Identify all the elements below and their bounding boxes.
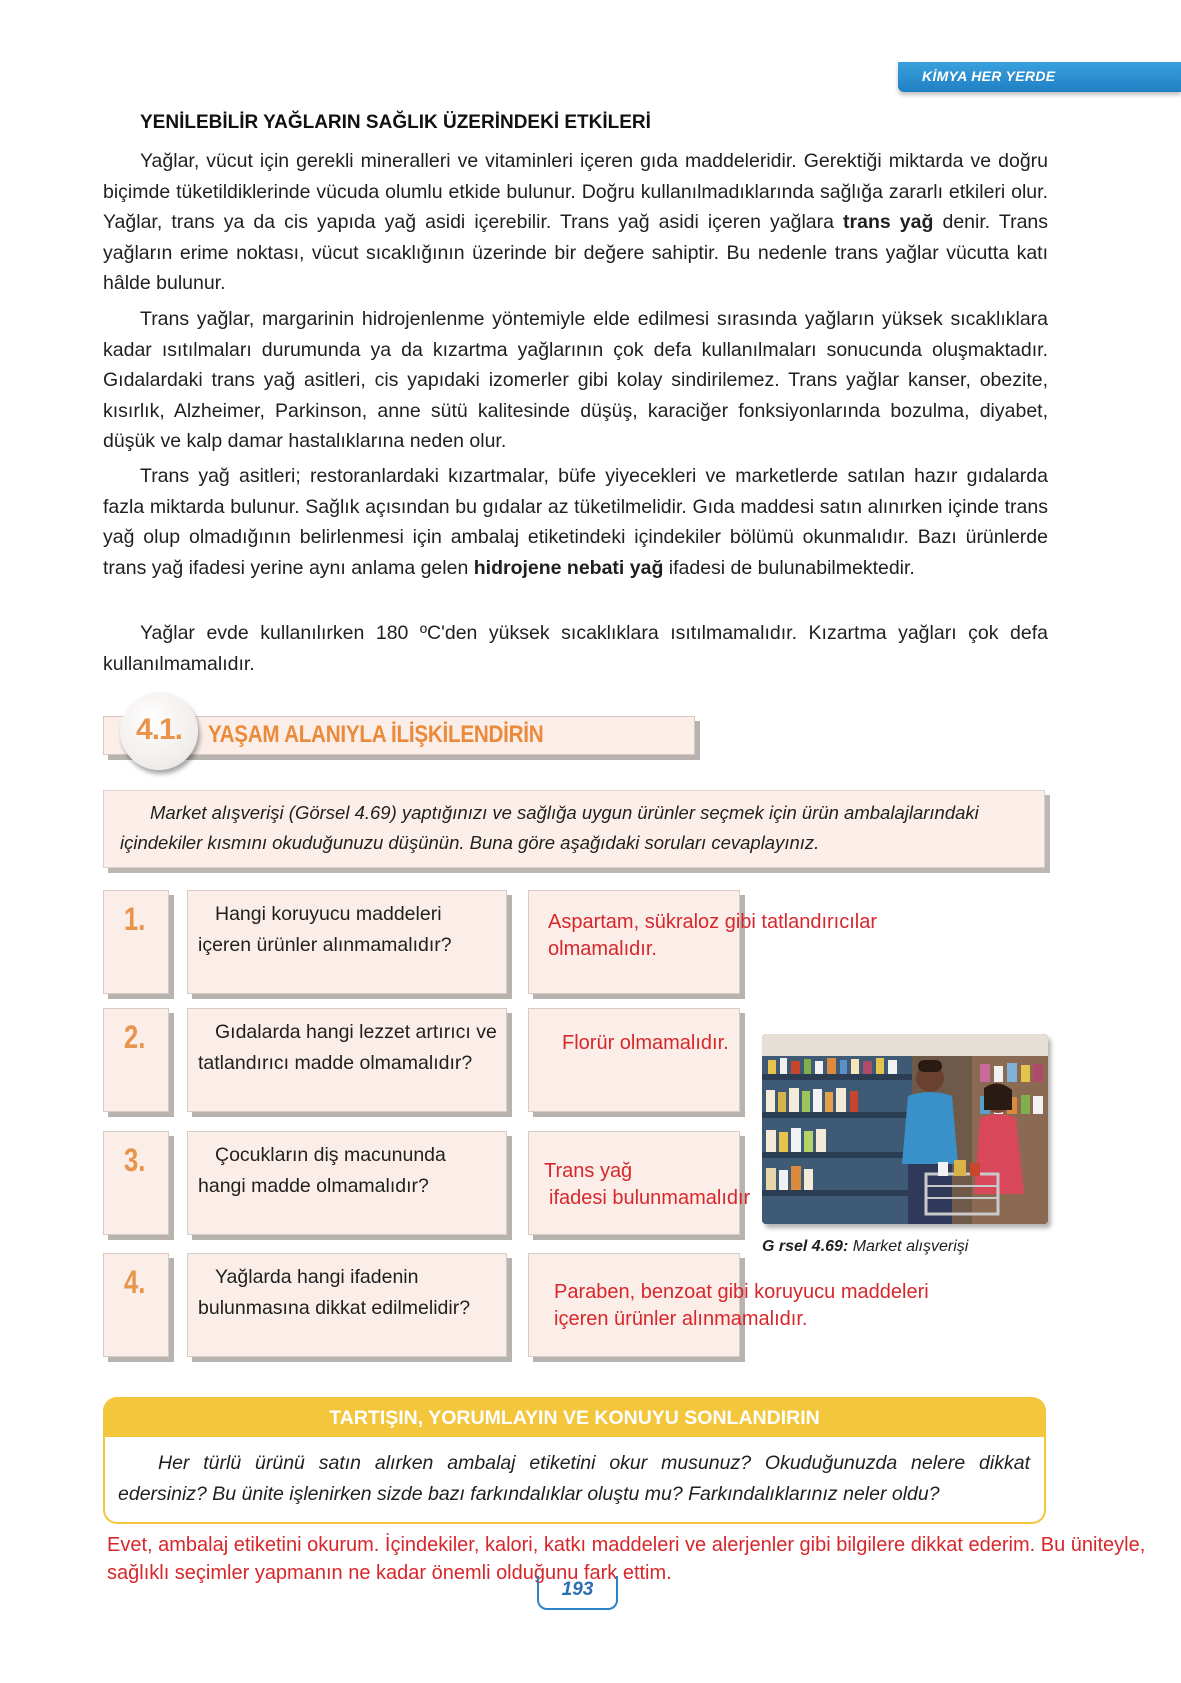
- answer-text-line-2: ifadesi bulunmamalıdır: [549, 1187, 751, 1209]
- header-tab: [898, 62, 1181, 92]
- header-tab-label: KİMYA HER YERDE: [922, 68, 1056, 84]
- question-text: Çocukların diş macununda hangi madde olmamalıdır?: [198, 1144, 446, 1197]
- question-number-box: [103, 1008, 169, 1112]
- page-number: 193: [561, 1579, 594, 1600]
- discussion-answer: Evet, ambalaj etiketini okurum. İçindekiler, kalori, katkı maddeleri ve alerjenler gibi bilgilere dikkat ederim. Bu üniteyle, sağlıklı seçimler yapmanın ne kadar önemli olduğunu fark ettim.: [107, 1534, 1146, 1584]
- paragraph-1: [103, 146, 1048, 299]
- figure-caption-label: G rsel 4.69:: [762, 1238, 849, 1255]
- answer-text: Aspartam, sükraloz gibi tatlandırıcılar olmamalıdır.: [548, 911, 878, 960]
- paragraph-4: Yağlar evde kullanılırken 180 ºC'den yüksek sıcaklıklara ısıtılmamalıdır. Kızartma yağları çok defa kullanılmamalıdır.: [103, 622, 1048, 675]
- discussion-text: Her türlü ürünü satın alırken ambalaj etiketini okur musunuz? Okuduğunuzda nelere dikkat edersiniz? Bu ünite işlenirken sizde bazı farkındalıklar oluştu mu? Farkındalıklarınız neler oldu?: [118, 1452, 1030, 1505]
- answer-text: Florür olmamalıdır.: [562, 1032, 729, 1054]
- question-text: Hangi koruyucu maddeleri içeren ürünler alınmamalıdır?: [198, 903, 452, 956]
- question-number: 1.: [124, 901, 146, 937]
- paragraph-1-text-b: denir. Trans yağların erime noktası, vücut sıcaklığının üzerinde bir değere sahiptir. Bu nedenle trans yağlar vücutta katı hâlde bulunur.: [103, 211, 1049, 294]
- question-number: 2.: [124, 1019, 146, 1055]
- paragraph-3-text-a: Trans yağ asitleri; restoranlardaki kızartmalar, büfe yiyecekleri ve marketlerde satılan hazır gıdalarda fazla miktarda bulunur. Sağlık açısından bu gıdalar az tüketilmelidir. Gıda maddesi satın alınırken içinde trans yağ olup olmadığının belirlenmesi için ambalaj etiketindeki içindekiler bölümü okunmalıdır. Bazı ürünlerde trans yağ ifadesi yerine aynı anlama gelen: [103, 465, 1048, 579]
- question-number: 3.: [124, 1142, 146, 1178]
- question-box: [187, 1253, 507, 1357]
- figure-caption: [762, 1238, 968, 1256]
- answer-text: Paraben, benzoat gibi koruyucu maddeleri içeren ürünler alınmamalıdır.: [554, 1281, 929, 1330]
- answer-box: [528, 1008, 740, 1112]
- paragraph-3-bold: hidrojene nebati yağ: [473, 556, 664, 579]
- question-number-box: [103, 1253, 169, 1357]
- answer-text-line-1: Trans yağ: [544, 1160, 633, 1182]
- question-box: [187, 890, 507, 994]
- activity-intro-text: Market alışverişi (Görsel 4.69) yaptığınızı ve sağlığa uygun ürünler seçmek için ürün ambalajlarındaki içindekiler kısmını okuduğunuzu düşünün. Buna göre aşağıdaki soruları cevaplayınız.: [120, 802, 979, 853]
- discussion-header: [103, 1397, 1046, 1437]
- paragraph-2: Trans yağlar, margarinin hidrojenlenme yöntemiyle elde edilmesi sırasında yağların yüksek sıcaklıklara kadar ısıtılmaları durumunda ya da kızartma yağlarının çok defa kullanılmaları sonucunda oluşmaktadır. Gıdalardaki trans yağ asitleri, cis yapıdaki izomerler gibi kolay sindirilemez. Trans yağlar kanser, obezite, kısırlık, Alzheimer, Parkinson, anne sütü kalitesinde düşüş, karaciğer fonksiyonlarında bozulma, diyabet, düşük ve kalp damar hastalıklarına neden olur.: [103, 308, 1048, 452]
- market-shopping-photo: [762, 1034, 1048, 1224]
- paragraph-1-text-a: Yağlar, vücut için gerekli mineralleri ve vitaminleri içeren gıda maddeleridir. Gerektiği miktarda ve doğru biçimde tüketildiklerinde vücuda olumlu etkide bulunur. Doğru kullanılmadıklarında sağlığa zararlı etkileri olur. Yağlar, trans ya da cis yapıda yağ asidi içerebilir. Trans yağ asidi içeren yağlara: [103, 150, 1048, 233]
- discussion-title: TARTIŞIN, YORUMLAYIN VE KONUYU SONLANDIRIN: [329, 1407, 820, 1429]
- paragraph-3-text-b: ifadesi de bulunabilmektedir.: [663, 556, 915, 579]
- section-title: YENİLEBİLİR YAĞLARIN SAĞLIK ÜZERİNDEKİ ETKİLERİ: [140, 112, 651, 133]
- activity-number: 4.1.: [135, 713, 183, 746]
- paragraph-3: [103, 461, 1048, 583]
- question-text: Gıdalarda hangi lezzet artırıcı ve tatlandırıcı madde olmamalıdır?: [198, 1021, 497, 1074]
- question-text: Yağlarda hangi ifadenin bulunmasına dikkat edilmelidir?: [198, 1266, 471, 1319]
- question-box: [187, 1008, 507, 1112]
- question-number: 4.: [124, 1264, 146, 1300]
- question-number-box: [103, 890, 169, 994]
- figure-caption-text: Market alışverişi: [848, 1238, 969, 1255]
- question-number-box: [103, 1131, 169, 1235]
- activity-title: YAŞAM ALANIYLA İLİŞKİLENDİRİN: [208, 721, 544, 748]
- question-box: [187, 1131, 507, 1235]
- paragraph-1-bold: trans yağ: [843, 211, 934, 233]
